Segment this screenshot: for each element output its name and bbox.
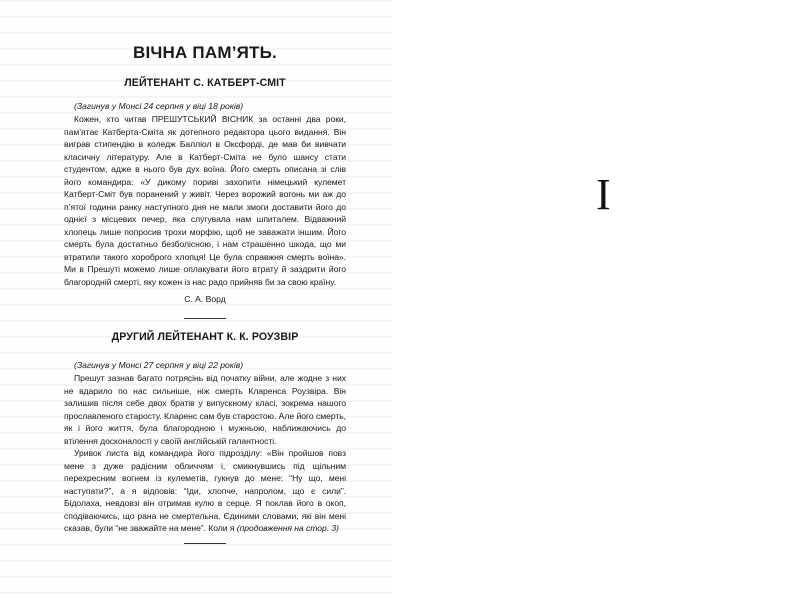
signature: С. А. Ворд	[184, 294, 226, 304]
paragraph-rosevere-2-text: Уривок листа від командира його підрозділу: «Він пройшов повз мене з дуже радісним обличчям і, смикнувшись під щільним перехресним вогнем із кулеметів, гукнув до мене: “Ну що, мені наступати?”, а я відповів: “Іди, хлопче, напролом, що є сили”. Бідолаха, невдовзі він отримав кулю в серце. Я поклав його в окоп, сподіваючись, що рана не смертельна. Єдиними словами, які він мені сказав, були “не зважайте на мене”. Коли я	[64, 448, 346, 533]
paragraph-rosevere-1: Прешут зазнав багато потрясінь від початку війни, але жодне з них не вдарило по нас сильніше, ніж смерть Кларенса Роузвіра. Він залишив після себе двох братів у випускному класі, зокрема нашого прославленого старосту. Кларенс сам був старостою. Але його смерть, як і його життя, була благородною і мужньою, наближаючись до втілення досконалості у своїй англійській галантності.	[64, 373, 346, 446]
paragraph-rosevere-2	[64, 447, 346, 535]
continued-note: (продовження на стор. 3)	[236, 523, 339, 533]
section-heading-cuthbert-smith: ЛЕЙТЕНАНТ С. КАТБЕРТ-СМІТ	[124, 77, 286, 89]
right-page	[392, 0, 800, 598]
left-page	[0, 0, 392, 598]
death-note-cuthbert-smith: (Загинув у Монсі 24 серпня у віці 18 років)	[74, 101, 244, 111]
memorial-article	[64, 38, 346, 544]
page-title: ВІЧНА ПАМ’ЯТЬ.	[133, 43, 277, 62]
section-heading-rosevere: ДРУГИЙ ЛЕЙТЕНАНТ К. К. РОУЗВІР	[111, 331, 299, 343]
end-divider	[184, 543, 226, 544]
section-divider	[184, 318, 226, 319]
paragraph-cuthbert-smith: Кожен, хто читав ПРЕШУТСЬКИЙ ВІСНИК за останні два роки, пам’ятає Катберта-Сміта як дотепного редактора цього видання. Він виграв стипендію в коледж Балліол в Оксфорді, де мав би вивчати класичну літературу. Але в Катберт-Сміта не було шансу стати студентом, адже в нього був дух воїна. Його смерть описана зі слів його командира: «У дикому пориві захопити німецький кулемет Катберт-Сміт був поранений у живіт. Через ворожий вогонь ми аж до п’ятої години ранку наступного дня не мали змоги доставити його до однієї з місцевих печер, яка слугувала нам шпиталем. Відважний хлопець лише попросив трохи морфію, щоб не заважати іншим. Його смерть була достатньо безболісною, і нам страшенно шкода, що ми втратили такого хороброго хлопця! Це була справжня смерть воїна». Ми в Прешуті можемо лише оплакувати його втрату й заздрити його благородній смерті, яку кожен із нас радо прийняв би за свою країну.	[64, 114, 346, 287]
page-number: I	[596, 170, 611, 219]
death-note-rosevere: (Загинув у Монсі 27 серпня у віці 22 років)	[74, 360, 244, 370]
